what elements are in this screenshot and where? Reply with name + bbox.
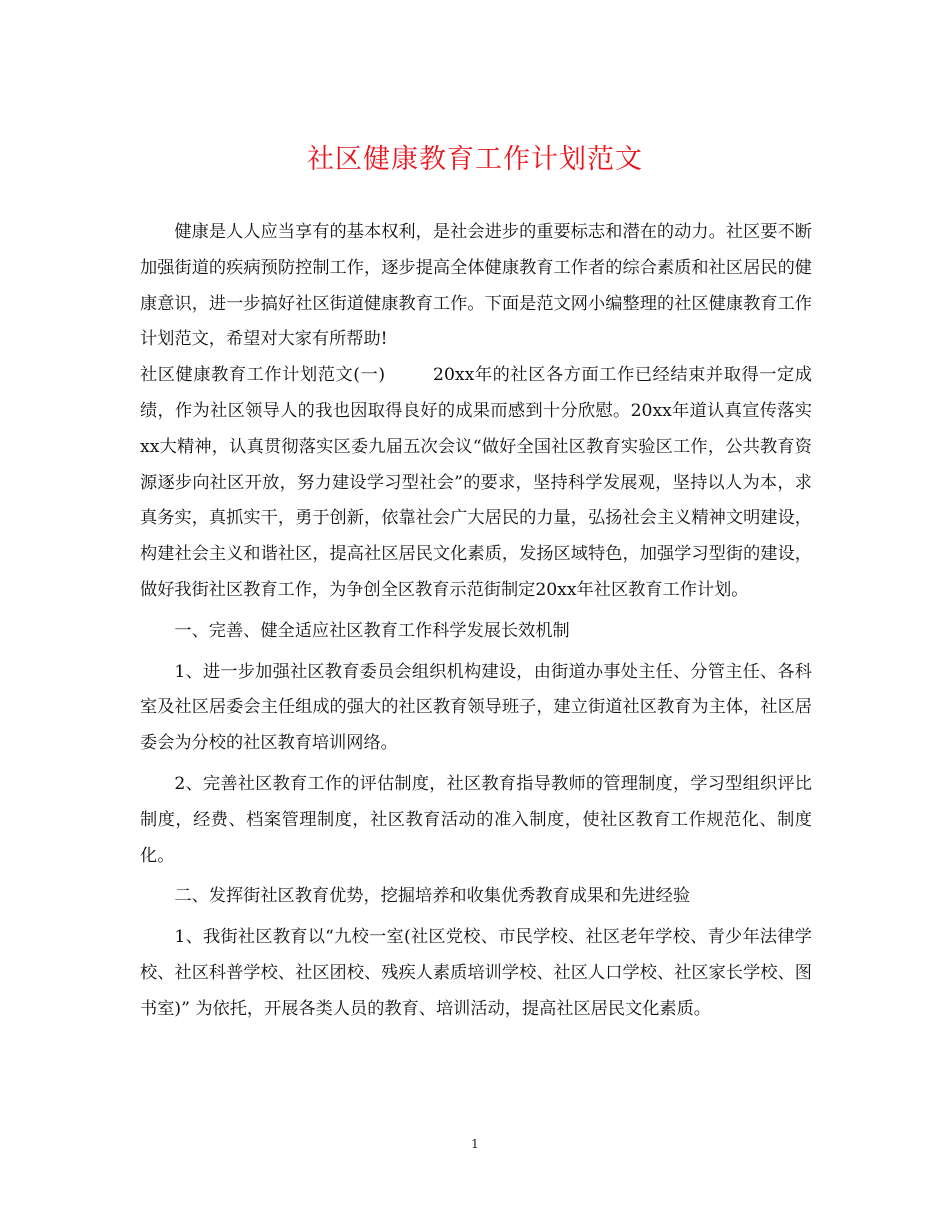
intro-paragraph: 健康是人人应当享有的基本权利，是社会进步的重要标志和潜在的动力。社区要不断加强街道的疾病预防控制工作，逐步提高全体健康教育工作者的综合素质和社区居民的健康意识，进一步搞好社区街道健康教育工作。下面是范文网小编整理的社区健康教育工作计划范文，希望对大家有所帮助! — [140, 222, 812, 350]
document-body — [140, 215, 812, 1028]
plan-paragraph — [140, 358, 812, 609]
plan-paragraph-text: 20xx年的社区各方面工作已经结束并取得一定成绩，作为社区领导人的我也因取得良好的成果而感到十分欣慰。20xx年道认真宣传落实xx大精神，认真贯彻落实区委九届五次会议“做好全国社区教育实验区工作，公共教育资源逐步向社区开放，努力建设学习型社会”的要求，坚持科学发展观，坚持以人为本，求真务实，真抓实干，勇于创新，依靠社会广大居民的力量，弘扬社会主义精神文明建设，构建社会主义和谐社区，提高社区居民文化素质，发扬区域特色，加强学习型街的建设，做好我街社区教育工作，为争创全区教育示范街制定20xx年社区教育工作计划。 — [140, 365, 812, 600]
item-1-2: 2、完善社区教育工作的评估制度，社区教育指导教师的管理制度，学习型组织评比制度，经费、档案管理制度，社区教育活动的准入制度，使社区教育工作规范化、制度化。 — [140, 773, 812, 866]
section-heading-1: 一、完善、健全适应社区教育工作科学发展长效机制 — [174, 620, 570, 641]
document-title: 社区健康教育工作计划范文 — [307, 144, 643, 175]
section-heading-2: 二、发挥街社区教育优势，挖掘培养和收集优秀教育成果和先进经验 — [174, 886, 691, 907]
section-label: 社区健康教育工作计划范文(一) — [140, 365, 386, 386]
item-2-1: 1、我街社区教育以“九校一室(社区党校、市民学校、社区老年学校、青少年法律学校、社区科普学校、社区团校、残疾人素质培训学校、社区人口学校、社区家长学校、图书室)” 为依托，开展各类人员的教育、培训活动，提高社区居民文化素质。 — [140, 927, 812, 1019]
item-1-1: 1、进一步加强社区教育委员会组织机构建设，由街道办事处主任、分管主任、各科室及社区居委会主任组成的强大的社区教育领导班子，建立街道社区教育为主体，社区居委会为分校的社区教育培训网络。 — [140, 661, 812, 754]
page-number: 1 — [471, 1137, 479, 1151]
